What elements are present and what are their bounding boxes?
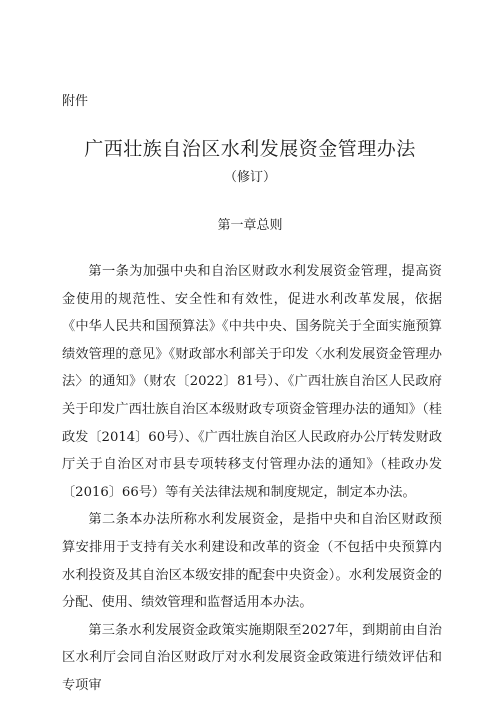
chapter-heading: 第一章总则 (217, 218, 283, 233)
paragraph-article-1: 第一条为加强中央和自治区财政水利发展资金管理，提高资金使用的规范性、安全性和有效性，促进水利改革发展，依据《中华人民共和国预算法》《中共中央、国务院关于全面实施预算绩效管理的意见》《财政部水利部关于印发〈水利发展资金管理办法〉的通知》（财农〔2022〕81号）、《广西壮族自治区人民政府关于印发广西壮族自治区本级财政专项资金管理办法的通知》（桂政发〔2014〕60号）、《广西壮族自治区人民政府办公厅转发财政厅关于自治区对市县专项转移支付管理办法的通知》（桂政办发〔2016〕66号）等有关法律法规和制度规定，制定本办法。 (62, 264, 443, 500)
document-body (62, 258, 442, 700)
document-subtitle: （修订） (223, 170, 276, 185)
attachment-label: 附件 (62, 94, 89, 109)
paragraph-article-2: 第二条本办法所称水利发展资金，是指中央和自治区财政预算安排用于支持有关水利建设和改革的资金（不包括中央预算内水利投资及其自治区本级安排的配套中央资金）。水利发展资金的分配、使用、绩效管理和监督适用本办法。 (62, 512, 442, 611)
paragraph-article-3: 第三条水利发展资金政策实施期限至2027年，到期前由自治区水利厅会同自治区财政厅对水利发展资金政策进行绩效评估和专项审 (62, 622, 442, 693)
document-title: 广西壮族自治区水利发展资金管理办法 (84, 138, 416, 160)
